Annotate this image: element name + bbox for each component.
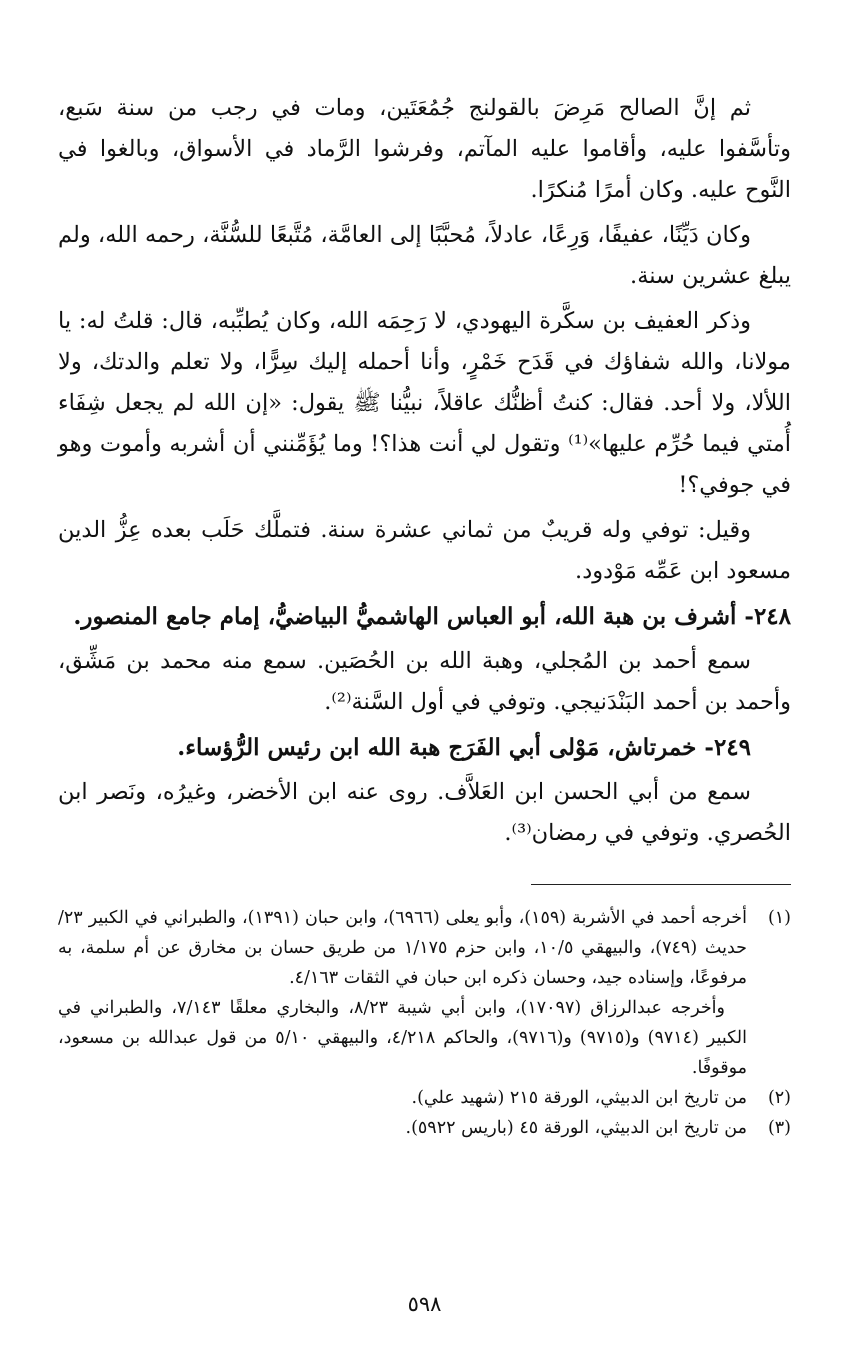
footnote-text: من تاريخ ابن الدبيثي، الورقة ٢١٥ (شهيد علي). [411, 1088, 747, 1108]
entry-heading-249: ٢٤٩- خمرتاش، مَوْلى أبي الفَرَج هبة الله ابن رئيس الرُّؤساء. [177, 734, 751, 761]
footnote-3 [58, 1113, 791, 1143]
footnote-1 [58, 903, 791, 993]
entry-text-248: سمع أحمد بن المُجلي، وهبة الله بن الحُصَين. سمع منه محمد بن مَشِّق، وأحمد بن أحمد البَنْدَنيجي. وتوفي في أول السَّنة⁽²⁾. [58, 648, 791, 715]
footnote-text: أخرجه أحمد في الأشربة (١٥٩)، وأبو يعلى (٦٩٦٦)، وابن حبان (١٣٩١)، والطبراني في الكبير ٢٣/حديث (٧٤٩)، والبيهقي ١٠/٥، وابن حزم ١/١٧٥ من طريق حسان بن مخارق عن أم سلمة، به مرفوعًا، وإسناده جيد، وحسان ذكره ابن حبان في الثقات ٤/١٦٣. [58, 908, 747, 988]
footnotes [58, 903, 791, 1143]
footnote-1-continuation: وأخرجه عبدالرزاق (١٧٠٩٧)، وابن أبي شيبة ٨/٢٣، والبخاري معلقًا ٧/١٤٣، والطبراني في الكبير (٩٧١٤) و(٩٧١٥) و(٩٧١٦)، والحاكم ٤/٢١٨، والبيهقي ٥/١٠ من قول عبدالله بن مسعود، موقوفًا. [58, 998, 747, 1078]
footnote-separator [531, 884, 791, 885]
footnote-number: (٢) [767, 1088, 791, 1108]
page-number: ٥٩٨ [407, 1292, 442, 1316]
paragraph: وكان دَيِّنًا، عفيفًا، وَرِعًا، عادلاً، مُحبَّبًا إلى العامَّة، مُتَّبعًا للسُّنَّة، رحمه الله، ولم يبلغ عشرين سنة. [58, 222, 791, 289]
footnote-number: (٣) [767, 1118, 791, 1138]
main-text [58, 88, 791, 854]
paragraph: وقيل: توفي وله قريبٌ من ثماني عشرة سنة. فتملَّك حَلَب بعده عِزُّ الدين مسعود ابن عَمِّه مَوْدود. [58, 517, 791, 584]
book-page [58, 88, 791, 1143]
paragraph: ثم إنَّ الصالح مَرِضَ بالقولنج جُمُعَتَين، ومات في رجب من سنة سَبع، وتأسَّفوا عليه، وأقاموا عليه المآتم، وفرشوا الرَّماد في الأسواق، وبالغوا في النَّوح عليه. وكان أمرًا مُنكرًا. [58, 95, 791, 203]
entry-heading-248: ٢٤٨- أشرف بن هبة الله، أبو العباس الهاشميُّ البياضيُّ، إمام جامع المنصور. [73, 603, 791, 630]
footnote-text: من تاريخ ابن الدبيثي، الورقة ٤٥ (باريس ٥٩٢٢). [405, 1118, 747, 1138]
entry-text-249: سمع من أبي الحسن ابن العَلاَّف. روى عنه ابن الأخضر، وغيرُه، ونَصر ابن الحُصري. وتوفي في رمضان⁽³⁾. [58, 779, 791, 846]
footnote-2 [58, 1083, 791, 1113]
footnote-number: (١) [767, 908, 791, 928]
paragraph: وذكر العفيف بن سكَّرة اليهودي، لا رَحِمَه الله، وكان يُطبِّبه، قال: قلتُ له: يا مولانا، والله شفاؤك في قَدَح خَمْرٍ، وأنا أحمله إليك سِرًّا، ولا تعلم والدتك، ولا اللألا، ولا أحد. فقال: كنتُ أظنُّك عاقلاً، نبيُّنا ﷺ يقول: «إن الله لم يجعل شِفَاء أُمتي فيما حُرِّم عليها»⁽¹⁾ وتقول لي أنت هذا؟! وما يُؤَمِّنني أن أشربه وأموت وهو في جوفي؟! [58, 308, 791, 498]
